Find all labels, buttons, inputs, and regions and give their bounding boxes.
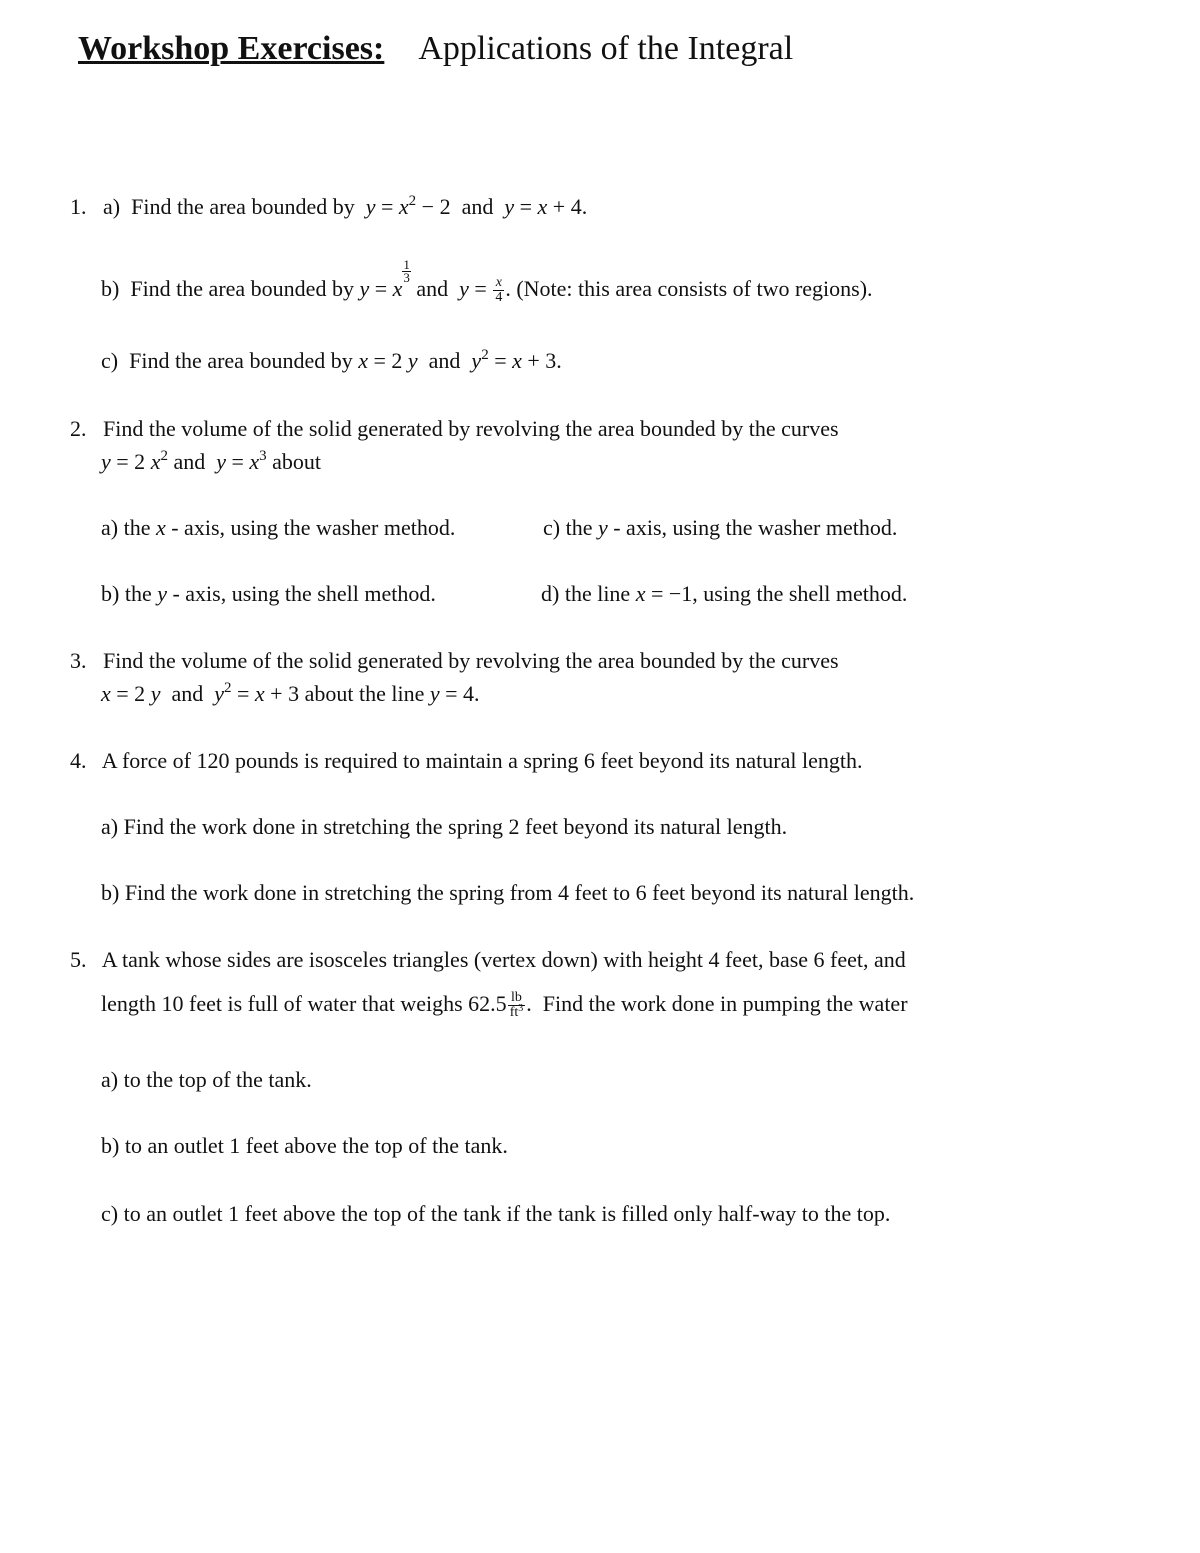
problem-2-line-2: y = 2 $x^2$ and $y = x^3$ about <box>101 448 322 474</box>
fraction-exponent: $\frac{1}{3}$ <box>403 257 410 285</box>
problem-1a: 1. a) Find the area bounded by $y = x^2 - 2$ and y = x + 4. <box>70 193 588 219</box>
problem-2d: d) the line x = −1, using the shell method. <box>541 581 908 606</box>
problem-number: 2. <box>70 416 87 441</box>
problem-5b: b) to an outlet 1 feet above the top of the tank. <box>101 1133 508 1158</box>
problem-3-line-2: x = 2 y and $y^2 = x + 3$ about the line y = 4. <box>101 680 480 706</box>
problem-1b: b) Find the area bounded by y = x $\frac{1}{3}$ and y = $\frac{x}{4}$ . (Note: this area consists of two regions). <box>101 257 873 306</box>
problem-2c: c) the y - axis, using the washer method. <box>543 515 898 540</box>
problem-1c: c) Find the area bounded by x = 2 y and $y^2 = x + 3$. <box>101 347 562 373</box>
equation: y <box>365 194 376 219</box>
problem-number: 5. <box>70 947 87 972</box>
problem-4a: a) Find the work done in stretching the spring 2 feet beyond its natural length. <box>101 814 788 839</box>
page-title <box>78 30 793 68</box>
problem-2a: a) the x - axis, using the washer method. <box>101 515 456 540</box>
problem-5c: c) to an outlet 1 feet above the top of the tank if the tank is filled only half-way to the top. <box>101 1201 891 1226</box>
problem-5-line-1: 5. A tank whose sides are isosceles triangles (vertex down) with height 4 feet, base 6 feet, and <box>70 947 906 972</box>
problem-2-line-1: 2. Find the volume of the solid generated by revolving the area bounded by the curves <box>70 416 839 441</box>
problem-number: 4. <box>70 748 87 773</box>
problem-number: 3. <box>70 648 87 673</box>
problem-4: 4. A force of 120 pounds is required to maintain a spring 6 feet beyond its natural length. <box>70 748 863 773</box>
title-subject: Applications of the Integral <box>418 30 794 67</box>
title-bold: Workshop Exercises: <box>78 30 385 67</box>
problem-number: 1. <box>70 194 87 219</box>
problem-3-line-1: 3. Find the volume of the solid generated by revolving the area bounded by the curves <box>70 648 839 673</box>
fraction: $\frac{x}{4}$ <box>495 275 503 306</box>
problem-2b: b) the y - axis, using the shell method. <box>101 581 436 606</box>
problem-4b: b) Find the work done in stretching the spring from 4 feet to 6 feet beyond its natural length. <box>101 880 915 905</box>
problem-5a: a) to the top of the tank. <box>101 1067 312 1092</box>
problem-5-line-2: length 10 feet is full of water that weighs 62.5 $\frac{lb}{ft^3}$ . Find the work done in pumping the water <box>101 990 908 1021</box>
unit-fraction: $\frac{lb}{ft^3}$ <box>509 990 524 1021</box>
